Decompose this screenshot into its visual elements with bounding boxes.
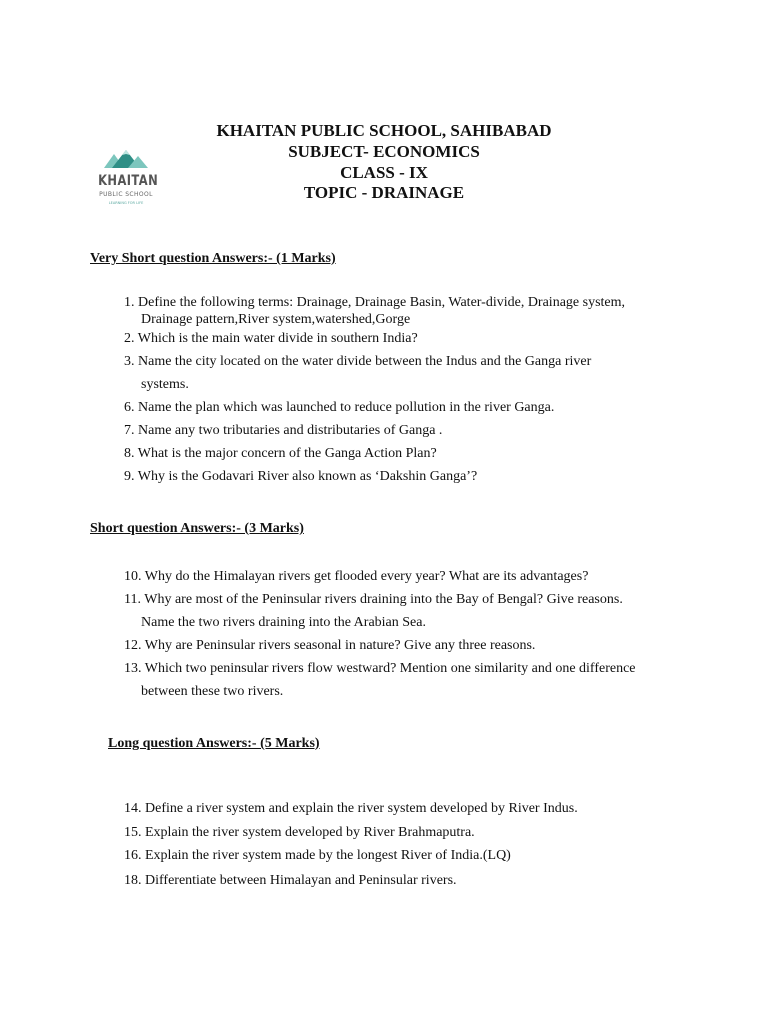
question-1-line-1: 1. Define the following terms: Drainage, Drainage Basin, Water-divide, Drainage system,: [124, 295, 626, 310]
question-11-line-1: 11. Why are most of the Peninsular rivers draining into the Bay of Bengal? Give reasons.: [124, 592, 623, 607]
question-1: [124, 294, 625, 328]
question-14: 14. Define a river system and explain the river system developed by River Indus.: [124, 801, 578, 816]
question-7: 7. Name any two tributaries and distributaries of Ganga .: [124, 423, 443, 438]
document-header: [0, 121, 768, 204]
question-3: [124, 350, 591, 396]
question-3-line-2: systems.: [141, 377, 189, 392]
logo-tagline: LEARNING FOR LIFE: [108, 201, 144, 205]
question-1-line-2: Drainage pattern,River system,watershed,Gorge: [141, 312, 411, 327]
school-name: KHAITAN PUBLIC SCHOOL, SAHIBABAD: [216, 121, 552, 140]
question-13-line-1: 13. Which two peninsular rivers flow westward? Mention one similarity and one difference: [124, 661, 636, 676]
long-heading: Long question Answers:- (5 Marks): [108, 736, 320, 751]
question-10: 10. Why do the Himalayan rivers get flooded every year? What are its advantages?: [124, 569, 589, 584]
logo-subtitle: PUBLIC SCHOOL: [99, 191, 153, 198]
question-15: 15. Explain the river system developed by River Brahmaputra.: [124, 825, 475, 840]
very-short-heading: Very Short question Answers:- (1 Marks): [90, 251, 336, 266]
question-3-line-1: 3. Name the city located on the water divide between the Indus and the Ganga river: [124, 354, 592, 369]
question-8: 8. What is the major concern of the Ganga Action Plan?: [124, 446, 437, 461]
question-2: 2. Which is the main water divide in southern India?: [124, 331, 418, 346]
subject-line: SUBJECT- ECONOMICS: [288, 141, 480, 161]
question-18: 18. Differentiate between Himalayan and Peninsular rivers.: [124, 873, 457, 888]
question-13-line-2: between these two rivers.: [141, 684, 284, 699]
question-9: 9. Why is the Godavari River also known as ‘Dakshin Ganga’?: [124, 469, 478, 484]
logo-name: KHAITAN: [98, 173, 159, 189]
class-line: CLASS - IX: [340, 162, 428, 182]
topic-line: TOPIC - DRAINAGE: [303, 183, 465, 203]
question-11-line-2: Name the two rivers draining into the Arabian Sea.: [141, 615, 426, 630]
question-6: 6. Name the plan which was launched to reduce pollution in the river Ganga.: [124, 400, 555, 415]
question-16: 16. Explain the river system made by the longest River of India.(LQ): [124, 848, 511, 863]
question-11: [124, 588, 623, 634]
short-heading: Short question Answers:- (3 Marks): [90, 521, 304, 536]
question-12: 12. Why are Peninsular rivers seasonal in nature? Give any three reasons.: [124, 638, 536, 653]
question-13: [124, 657, 636, 703]
